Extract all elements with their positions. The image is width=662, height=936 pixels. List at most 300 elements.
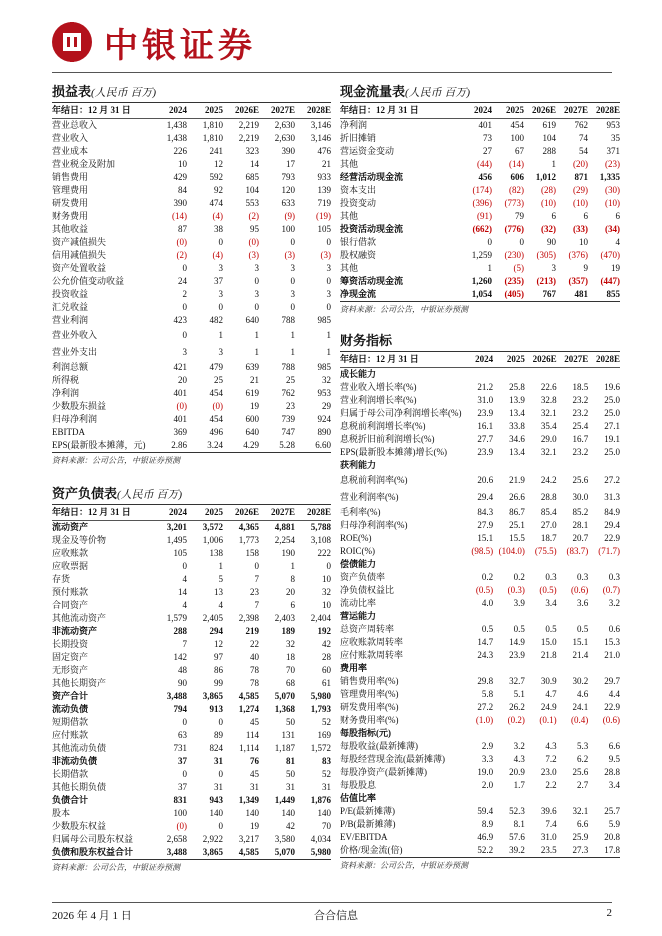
row-label: 资产减值损失 bbox=[52, 237, 107, 247]
table-row bbox=[52, 638, 331, 651]
cell-value: (0) bbox=[248, 237, 259, 247]
cell-value: 84.3 bbox=[477, 507, 494, 517]
cell-value: 5,980 bbox=[310, 691, 331, 701]
cell-value: 762 bbox=[281, 388, 295, 398]
cell-value: 219 bbox=[245, 626, 259, 636]
source-note: 资料来源：公司公告，中银证券预测 bbox=[52, 452, 331, 467]
table-row bbox=[340, 210, 620, 223]
cell-value: 37 bbox=[178, 756, 187, 766]
cell-value: 25.7 bbox=[604, 806, 620, 816]
row-label: 每股股息 bbox=[340, 780, 377, 790]
cell-value: (10) bbox=[605, 198, 620, 208]
table-row bbox=[52, 210, 331, 223]
table-row bbox=[340, 753, 620, 766]
table-row bbox=[340, 519, 620, 532]
table-row bbox=[52, 742, 331, 755]
cell-value: 1,349 bbox=[238, 795, 259, 805]
row-label: 资产合计 bbox=[52, 691, 89, 701]
row-label: 总资产周转率 bbox=[340, 624, 395, 634]
cell-value: 52.3 bbox=[509, 806, 525, 816]
cell-value: 1,438 bbox=[166, 133, 187, 143]
cell-value: 74 bbox=[579, 133, 588, 143]
cell-value: 76 bbox=[250, 756, 259, 766]
cell-value: 3,201 bbox=[166, 522, 187, 532]
cell-value: 27.3 bbox=[572, 845, 589, 855]
cell-value: 21.4 bbox=[572, 650, 589, 660]
cell-value: 60 bbox=[322, 665, 331, 675]
row-label: 财务费用 bbox=[52, 211, 89, 221]
cell-value: (1.0) bbox=[475, 715, 494, 725]
cell-value: 140 bbox=[317, 808, 331, 818]
cell-value: 25.0 bbox=[604, 408, 620, 418]
table-row bbox=[52, 677, 331, 690]
cell-value: (10) bbox=[573, 198, 588, 208]
cell-value: 323 bbox=[245, 146, 259, 156]
cell-value: 1,579 bbox=[166, 613, 187, 623]
cell-value: 59.4 bbox=[477, 806, 494, 816]
row-label: EPS(最新股本摊薄，元) bbox=[52, 440, 146, 450]
table-row bbox=[340, 171, 620, 184]
column-header: 2027E bbox=[259, 103, 295, 119]
cell-value: 222 bbox=[317, 548, 331, 558]
row-label: 偿债能力 bbox=[340, 559, 377, 569]
cell-value: 20.7 bbox=[572, 533, 589, 543]
row-label: 营业外收入 bbox=[52, 330, 98, 340]
cell-value: (9) bbox=[284, 211, 295, 221]
cell-value: 61 bbox=[322, 678, 331, 688]
cell-value: 0 bbox=[182, 263, 187, 273]
cell-value: 5.3 bbox=[577, 741, 589, 751]
table-row bbox=[340, 394, 620, 407]
cell-value: 1,449 bbox=[274, 795, 295, 805]
cell-value: 2.2 bbox=[545, 780, 557, 790]
cell-value: 3,580 bbox=[274, 834, 295, 844]
table-row bbox=[52, 794, 331, 807]
cell-value: 4,585 bbox=[238, 847, 259, 857]
cell-value: 739 bbox=[281, 414, 295, 424]
cell-value: 15.1 bbox=[572, 637, 589, 647]
cell-value: 13.4 bbox=[509, 408, 525, 418]
row-label: 获利能力 bbox=[340, 460, 377, 470]
row-label: 每股收益(最新摊薄) bbox=[340, 741, 418, 751]
cell-value: 35.4 bbox=[540, 421, 557, 431]
cell-value: 1 bbox=[290, 561, 295, 571]
row-label: 管理费用率(%) bbox=[340, 689, 399, 699]
table-row bbox=[340, 184, 620, 197]
cell-value: (0.6) bbox=[571, 585, 589, 595]
cell-value: 10 bbox=[322, 574, 331, 584]
row-label: 负债和股东权益合计 bbox=[52, 847, 134, 857]
cell-value: (405) bbox=[504, 289, 524, 299]
cell-value: 16.7 bbox=[572, 434, 589, 444]
cell-value: 5 bbox=[218, 574, 223, 584]
table-row bbox=[340, 727, 620, 740]
row-label: 其他流动资产 bbox=[52, 613, 107, 623]
column-header: 2028E bbox=[588, 103, 620, 119]
row-label: 净利润 bbox=[52, 388, 80, 398]
cell-value: (3) bbox=[320, 250, 331, 260]
cell-value: 21.9 bbox=[509, 475, 525, 485]
cell-value: 54 bbox=[579, 146, 588, 156]
table-row bbox=[52, 573, 331, 586]
row-label: 公允价值变动收益 bbox=[52, 276, 125, 286]
row-label: 财务费用率(%) bbox=[340, 715, 399, 725]
row-label: 营业税金及附加 bbox=[52, 159, 116, 169]
cell-value: 190 bbox=[281, 548, 295, 558]
cell-value: 3,108 bbox=[310, 535, 331, 545]
cell-value: 401 bbox=[173, 414, 187, 424]
table-row bbox=[340, 597, 620, 610]
row-label: 其他收益 bbox=[52, 224, 89, 234]
cell-value: 30.0 bbox=[572, 492, 589, 502]
cell-value: 32.8 bbox=[540, 395, 557, 405]
cell-value: 25.6 bbox=[572, 767, 589, 777]
cell-value: (83.7) bbox=[566, 546, 589, 556]
cell-value: 456 bbox=[478, 172, 492, 182]
cell-value: 1,810 bbox=[202, 133, 223, 143]
cell-value: 27.2 bbox=[477, 702, 494, 712]
cell-value: 24.1 bbox=[572, 702, 589, 712]
cell-value: 4 bbox=[182, 574, 187, 584]
cell-value: 1,495 bbox=[166, 535, 187, 545]
row-label: 研发费用率(%) bbox=[340, 702, 399, 712]
table-row bbox=[340, 740, 620, 753]
cell-value: (23) bbox=[605, 159, 620, 169]
cell-value: 23.9 bbox=[477, 408, 494, 418]
table-row bbox=[52, 132, 331, 145]
cell-value: 31 bbox=[214, 782, 223, 792]
cell-value: 31.0 bbox=[540, 832, 557, 842]
table-row bbox=[340, 545, 620, 558]
cell-value: 104 bbox=[542, 133, 556, 143]
cell-value: 100 bbox=[510, 133, 524, 143]
cell-value: 31 bbox=[250, 782, 259, 792]
cell-value: 15.1 bbox=[477, 533, 494, 543]
cell-value: 454 bbox=[510, 120, 524, 130]
cell-value: 685 bbox=[245, 172, 259, 182]
row-label: 投资活动现金流 bbox=[340, 224, 404, 234]
row-label: 净现金流 bbox=[340, 289, 377, 299]
cell-value: 45 bbox=[250, 717, 259, 727]
row-label: 应收账款 bbox=[52, 548, 89, 558]
table-row bbox=[340, 714, 620, 727]
row-label: 其他流动负债 bbox=[52, 743, 107, 753]
table-row bbox=[52, 275, 331, 288]
cash-flow-statement bbox=[340, 82, 620, 316]
cell-value: 619 bbox=[245, 388, 259, 398]
cell-value: 747 bbox=[281, 427, 295, 437]
row-label: 营业收入 bbox=[52, 133, 89, 143]
cell-value: 600 bbox=[245, 414, 259, 424]
cell-value: 871 bbox=[574, 172, 588, 182]
source-note: 资料来源：公司公告，中银证券预测 bbox=[52, 859, 331, 874]
row-label: 其他 bbox=[340, 263, 359, 273]
cell-value: 6 bbox=[615, 211, 620, 221]
row-label: 现金及等价物 bbox=[52, 535, 107, 545]
cell-value: 423 bbox=[173, 315, 187, 325]
cell-value: 20 bbox=[178, 375, 187, 385]
table-row bbox=[52, 145, 331, 158]
cell-value: (82) bbox=[509, 185, 524, 195]
cell-value: (0.3) bbox=[507, 585, 525, 595]
cell-value: 3.2 bbox=[608, 598, 620, 608]
cell-value: 95 bbox=[250, 224, 259, 234]
table-row bbox=[340, 623, 620, 636]
row-label: 归母净利润率(%) bbox=[340, 520, 408, 530]
cell-value: (213) bbox=[536, 276, 556, 286]
cell-value: (5) bbox=[513, 263, 524, 273]
table-row bbox=[340, 844, 620, 857]
footer-company: 合合信息 bbox=[314, 910, 358, 922]
cell-value: (230) bbox=[504, 250, 524, 260]
cell-value: 25 bbox=[214, 375, 223, 385]
table-row bbox=[340, 132, 620, 145]
row-label: 无形资产 bbox=[52, 665, 89, 675]
cell-value: 42 bbox=[286, 821, 295, 831]
table-row bbox=[340, 649, 620, 662]
cell-value: 3.3 bbox=[481, 754, 494, 764]
cell-value: (0.1) bbox=[539, 715, 557, 725]
cell-value: 788 bbox=[281, 315, 295, 325]
cell-value: 953 bbox=[317, 388, 331, 398]
cell-value: 114 bbox=[245, 730, 259, 740]
cell-value: 84.9 bbox=[604, 507, 620, 517]
cell-value: 28 bbox=[322, 652, 331, 662]
column-header: 2026E bbox=[525, 352, 557, 368]
table-row bbox=[340, 433, 620, 446]
row-label: 息税前利润增长率(%) bbox=[340, 421, 426, 431]
cell-value: 24 bbox=[178, 276, 187, 286]
row-label: 利润总额 bbox=[52, 362, 89, 372]
row-label: 其他长期资产 bbox=[52, 678, 107, 688]
cell-value: 38 bbox=[214, 224, 223, 234]
cell-value: 35 bbox=[611, 133, 620, 143]
table-row bbox=[52, 361, 331, 374]
column-header: 2027E bbox=[259, 505, 295, 521]
row-label: 营业总收入 bbox=[52, 120, 98, 130]
table-row bbox=[52, 807, 331, 820]
cell-value: (0.2) bbox=[507, 715, 525, 725]
cell-value: 34.6 bbox=[509, 434, 525, 444]
bank-of-china-logo-icon bbox=[52, 22, 92, 62]
cell-value: 1 bbox=[254, 330, 259, 340]
row-label: 所得税 bbox=[52, 375, 80, 385]
table-row bbox=[340, 368, 620, 382]
table-row bbox=[52, 249, 331, 262]
cell-value: 86 bbox=[214, 665, 223, 675]
cell-value: 31 bbox=[286, 782, 295, 792]
cell-value: 23.2 bbox=[572, 447, 589, 457]
table-row bbox=[52, 413, 331, 426]
cell-value: 0 bbox=[254, 276, 259, 286]
cell-value: (662) bbox=[472, 224, 492, 234]
cell-value: 23 bbox=[286, 401, 295, 411]
cell-value: 15.0 bbox=[540, 637, 557, 647]
cell-value: 1,259 bbox=[471, 250, 492, 260]
cell-value: 619 bbox=[542, 120, 556, 130]
cell-value: 1.7 bbox=[513, 780, 525, 790]
table-row bbox=[340, 610, 620, 623]
cell-value: 10 bbox=[178, 159, 187, 169]
table-row bbox=[340, 532, 620, 545]
cell-value: 120 bbox=[281, 185, 295, 195]
cell-value: 90 bbox=[178, 678, 187, 688]
cell-value: 22.6 bbox=[540, 382, 557, 392]
cell-value: 985 bbox=[317, 362, 331, 372]
cell-value: 2,219 bbox=[238, 133, 259, 143]
column-header: 年结日：12 月 31 日 bbox=[340, 352, 462, 368]
cell-value: 0 bbox=[326, 237, 331, 247]
cell-value: 25.0 bbox=[604, 447, 620, 457]
cell-value: 0.6 bbox=[608, 624, 620, 634]
cell-value: 0 bbox=[326, 276, 331, 286]
table-row bbox=[340, 818, 620, 831]
cell-value: (104.0) bbox=[498, 546, 525, 556]
cell-value: 474 bbox=[209, 198, 223, 208]
cell-value: (20) bbox=[573, 159, 588, 169]
cell-value: 25 bbox=[286, 375, 295, 385]
cell-value: 6.60 bbox=[315, 440, 331, 450]
column-header: 年结日：12 月 31 日 bbox=[52, 505, 151, 521]
cell-value: 3,217 bbox=[238, 834, 259, 844]
cell-value: 15.5 bbox=[509, 533, 525, 543]
row-label: 其他长期负债 bbox=[52, 782, 107, 792]
cell-value: (0) bbox=[176, 237, 187, 247]
cell-value: 19 bbox=[250, 821, 259, 831]
cell-value: 401 bbox=[173, 388, 187, 398]
cell-value: 23 bbox=[250, 587, 259, 597]
cell-value: 1,274 bbox=[238, 704, 259, 714]
cell-value: 1 bbox=[326, 330, 331, 340]
cell-value: 19.1 bbox=[604, 434, 620, 444]
cell-value: 27.0 bbox=[540, 520, 557, 530]
table-row bbox=[340, 288, 620, 301]
cell-value: 2,403 bbox=[274, 613, 295, 623]
cell-value: (14) bbox=[172, 211, 187, 221]
cell-value: 4.3 bbox=[545, 741, 557, 751]
cell-value: 4,585 bbox=[238, 691, 259, 701]
cell-value: 32 bbox=[322, 587, 331, 597]
row-label: 每股指标(元) bbox=[340, 728, 391, 738]
cell-value: 63 bbox=[178, 730, 187, 740]
cell-value: 1,876 bbox=[310, 795, 331, 805]
cell-value: (447) bbox=[600, 276, 620, 286]
column-header: 2026E bbox=[223, 505, 259, 521]
row-label: 非流动负债 bbox=[52, 756, 98, 766]
cell-value: 0 bbox=[182, 717, 187, 727]
cell-value: 7.2 bbox=[545, 754, 557, 764]
table-row bbox=[340, 571, 620, 584]
table-row bbox=[52, 171, 331, 184]
cell-value: 4.3 bbox=[513, 754, 525, 764]
row-label: 资产负债率 bbox=[340, 572, 386, 582]
table-row bbox=[340, 805, 620, 818]
table-header-row bbox=[52, 103, 331, 119]
cell-value: 479 bbox=[209, 362, 223, 372]
cell-value: 831 bbox=[173, 795, 187, 805]
cell-value: 1,006 bbox=[202, 535, 223, 545]
cell-value: 28.8 bbox=[540, 492, 557, 502]
row-label: 营业收入增长率(%) bbox=[340, 382, 417, 392]
cell-value: 39.2 bbox=[509, 845, 525, 855]
cell-value: 26.6 bbox=[509, 492, 525, 502]
cell-value: 0 bbox=[218, 302, 223, 312]
cell-value: 3,146 bbox=[310, 133, 331, 143]
cell-value: 793 bbox=[281, 172, 295, 182]
table-row bbox=[52, 236, 331, 249]
table-row bbox=[52, 344, 331, 361]
cell-value: 17 bbox=[286, 159, 295, 169]
cell-value: 25.0 bbox=[604, 395, 620, 405]
cell-value: 0 bbox=[519, 237, 524, 247]
cell-value: 2,254 bbox=[274, 535, 295, 545]
column-header: 2025 bbox=[187, 103, 223, 119]
row-label: 息税折旧前利润增长(%) bbox=[340, 434, 435, 444]
row-label: 流动负债 bbox=[52, 704, 89, 714]
column-header: 2027E bbox=[557, 352, 589, 368]
cell-value: (44) bbox=[477, 159, 492, 169]
table-row bbox=[340, 558, 620, 571]
cell-value: 553 bbox=[245, 198, 259, 208]
cell-value: 454 bbox=[209, 414, 223, 424]
cell-value: (0.7) bbox=[602, 585, 620, 595]
cell-value: 3 bbox=[218, 347, 223, 357]
cell-value: 23.2 bbox=[572, 395, 589, 405]
table-row bbox=[340, 792, 620, 805]
cell-value: 42 bbox=[322, 639, 331, 649]
cell-value: 4,034 bbox=[310, 834, 331, 844]
cell-value: 7 bbox=[254, 600, 259, 610]
table-row bbox=[52, 426, 331, 439]
cell-value: 9 bbox=[583, 263, 588, 273]
cell-value: 606 bbox=[510, 172, 524, 182]
cell-value: 3,865 bbox=[202, 847, 223, 857]
cell-value: 52 bbox=[322, 717, 331, 727]
cell-value: 20 bbox=[286, 587, 295, 597]
table-row bbox=[52, 158, 331, 171]
row-label: 营业利润率(%) bbox=[340, 492, 399, 502]
cell-value: 84 bbox=[178, 185, 187, 195]
table-row bbox=[340, 119, 620, 133]
balance-table bbox=[52, 505, 331, 859]
cell-value: (19) bbox=[316, 211, 331, 221]
column-header: 2025 bbox=[493, 352, 525, 368]
cell-value: 3,865 bbox=[202, 691, 223, 701]
cell-value: 15.3 bbox=[604, 637, 620, 647]
cell-value: 21.8 bbox=[540, 650, 557, 660]
cell-value: 14.9 bbox=[509, 637, 525, 647]
cell-value: 3 bbox=[182, 347, 187, 357]
cell-value: 9.5 bbox=[608, 754, 620, 764]
row-label: 净负债权益比 bbox=[340, 585, 395, 595]
cell-value: 0 bbox=[326, 302, 331, 312]
row-label: 价格/现金流(倍) bbox=[340, 845, 403, 855]
cell-value: 27.7 bbox=[477, 434, 494, 444]
table-row bbox=[52, 374, 331, 387]
cell-value: 14 bbox=[250, 159, 259, 169]
cell-value: 85.4 bbox=[540, 507, 557, 517]
cell-value: 10 bbox=[322, 600, 331, 610]
cell-value: 1 bbox=[254, 347, 259, 357]
cell-value: 2,630 bbox=[274, 133, 295, 143]
cell-value: 32.7 bbox=[509, 676, 525, 686]
row-label: 股权融资 bbox=[340, 250, 377, 260]
cell-value: 3.2 bbox=[513, 741, 525, 751]
cell-value: 0 bbox=[290, 276, 295, 286]
cell-value: 140 bbox=[245, 808, 259, 818]
cell-value: 46.9 bbox=[477, 832, 494, 842]
cell-value: (2) bbox=[176, 250, 187, 260]
